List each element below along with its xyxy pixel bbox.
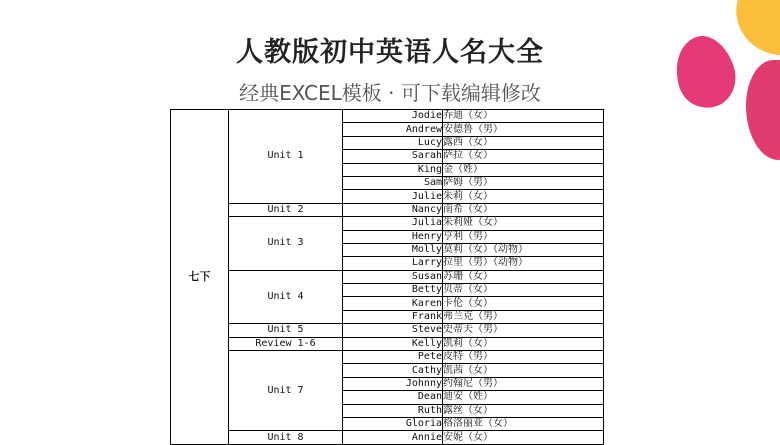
chinese-name-cell: 金（姓） [443,163,604,176]
chinese-name-cell: 苏珊（女） [443,270,604,283]
chinese-name-cell: 贝蒂（女） [443,284,604,297]
chinese-name-cell: 弗兰克（男） [443,310,604,323]
unit-cell: Unit 2 [229,203,343,216]
unit-cell: Unit 5 [229,324,343,337]
english-name-cell: Gloria [343,417,443,430]
chinese-name-cell: 凯莉（女） [443,337,604,350]
table-row [171,324,604,337]
unit-cell: Unit 1 [229,110,343,204]
chinese-name-cell: 凯茜（女） [443,364,604,377]
table-row [171,203,604,216]
unit-cell: Unit 7 [229,351,343,431]
english-name-cell: Cathy [343,364,443,377]
unit-cell: Review 1-6 [229,337,343,350]
chinese-name-cell: 萨姆（男） [443,176,604,189]
chinese-name-cell: 朱莉（女） [443,190,604,203]
chinese-name-cell: 拉里（男）（动物） [443,257,604,270]
english-name-cell: Susan [343,270,443,283]
grade-cell: 七下 [171,110,229,445]
names-table [170,109,604,445]
english-name-cell: Annie [343,431,443,444]
chinese-name-cell: 露西（女） [443,136,604,149]
english-name-cell: Henry [343,230,443,243]
english-name-cell: Sarah [343,150,443,163]
english-name-cell: Ruth [343,404,443,417]
chinese-name-cell: 露丝（女） [443,404,604,417]
chinese-name-cell: 乔迪（女） [443,110,604,123]
english-name-cell: Molly [343,243,443,256]
table-row [171,351,604,364]
english-name-cell: Julia [343,217,443,230]
page-subtitle: 经典EXCEL模板 · 可下载编辑修改 [239,81,541,105]
table-row [171,431,604,444]
chinese-name-cell: 南希（女） [443,203,604,216]
table-row [171,270,604,283]
table-row [171,217,604,230]
english-name-cell: Nancy [343,203,443,216]
english-name-cell: Pete [343,351,443,364]
unit-cell: Unit 4 [229,270,343,324]
page-title: 人教版初中英语人名大全 [236,37,544,68]
english-name-cell: Karen [343,297,443,310]
chinese-name-cell: 亨利（男） [443,230,604,243]
chinese-name-cell: 朱莉娅（女） [443,217,604,230]
english-name-cell: King [343,163,443,176]
chinese-name-cell: 萨拉（女） [443,150,604,163]
english-name-cell: Johnny [343,377,443,390]
english-name-cell: Lucy [343,136,443,149]
names-table-body [171,110,604,445]
unit-cell: Unit 3 [229,217,343,271]
chinese-name-cell: 约翰尼（男） [443,377,604,390]
chinese-name-cell: 史蒂夫（男） [443,324,604,337]
english-name-cell: Larry [343,257,443,270]
decorative-red-blob [746,60,780,160]
table-row [171,337,604,350]
names-spreadsheet [170,109,604,445]
chinese-name-cell: 莫莉（女）（动物） [443,243,604,256]
english-name-cell: Dean [343,391,443,404]
unit-cell: Unit 8 [229,431,343,444]
chinese-name-cell: 迪安（姓） [443,391,604,404]
english-name-cell: Kelly [343,337,443,350]
chinese-name-cell: 安德鲁（男） [443,123,604,136]
table-row [171,110,604,123]
english-name-cell: Steve [343,324,443,337]
english-name-cell: Jodie [343,110,443,123]
english-name-cell: Julie [343,190,443,203]
english-name-cell: Frank [343,310,443,323]
english-name-cell: Betty [343,284,443,297]
english-name-cell: Sam [343,176,443,189]
chinese-name-cell: 格洛丽亚（女） [443,417,604,430]
chinese-name-cell: 皮特（男） [443,351,604,364]
chinese-name-cell: 安妮（女） [443,431,604,444]
chinese-name-cell: 卡伦（女） [443,297,604,310]
english-name-cell: Andrew [343,123,443,136]
